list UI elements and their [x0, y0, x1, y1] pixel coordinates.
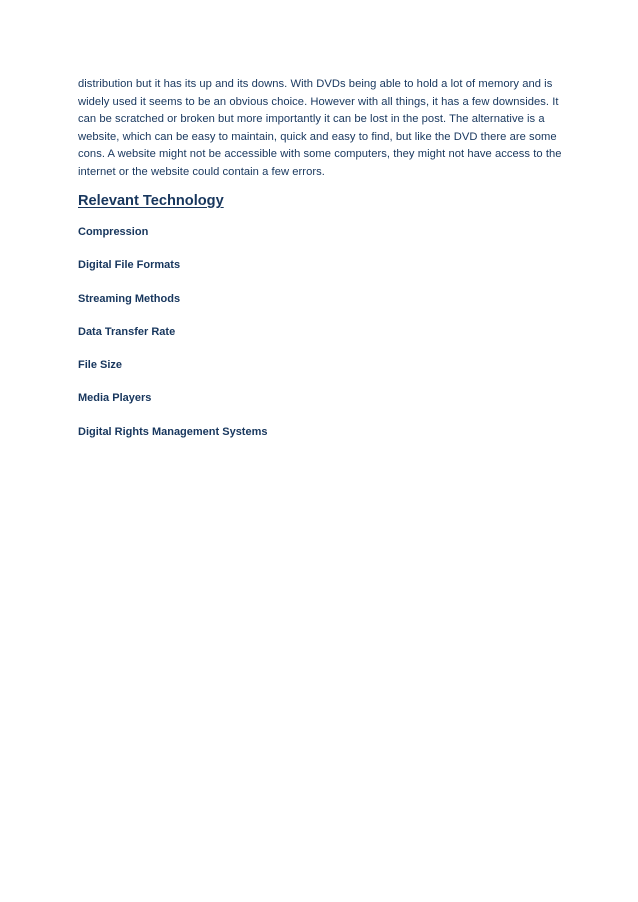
list-item-digital-file-formats: Digital File Formats — [78, 259, 181, 272]
technology-list — [78, 224, 268, 457]
list-item-data-transfer-rate: Data Transfer Rate — [78, 325, 176, 338]
body-paragraph: distribution but it has its up and its downs. With DVDs being able to hold a lot of memory and is widely used it seems to be an obvious choice. However with all things, it has a few downsides. It can be scratched or broken but more importantly it can be lost in the post. The alternative is a website, which can be easy to maintain, quick and easy to find, but like the DVD there are some cons. A website might not be accessible with some computers, they might not have access to the internet or the website could contain a few errors. — [78, 78, 562, 178]
list-item-streaming-methods: Streaming Methods — [78, 292, 181, 305]
section-heading: Relevant Technology — [78, 193, 224, 209]
list-item-media-players: Media Players — [78, 392, 152, 405]
list-item-compression: Compression — [78, 226, 149, 238]
list-item-file-size: File Size — [78, 359, 123, 372]
list-item-drm-systems: Digital Rights Management Systems — [78, 425, 268, 438]
